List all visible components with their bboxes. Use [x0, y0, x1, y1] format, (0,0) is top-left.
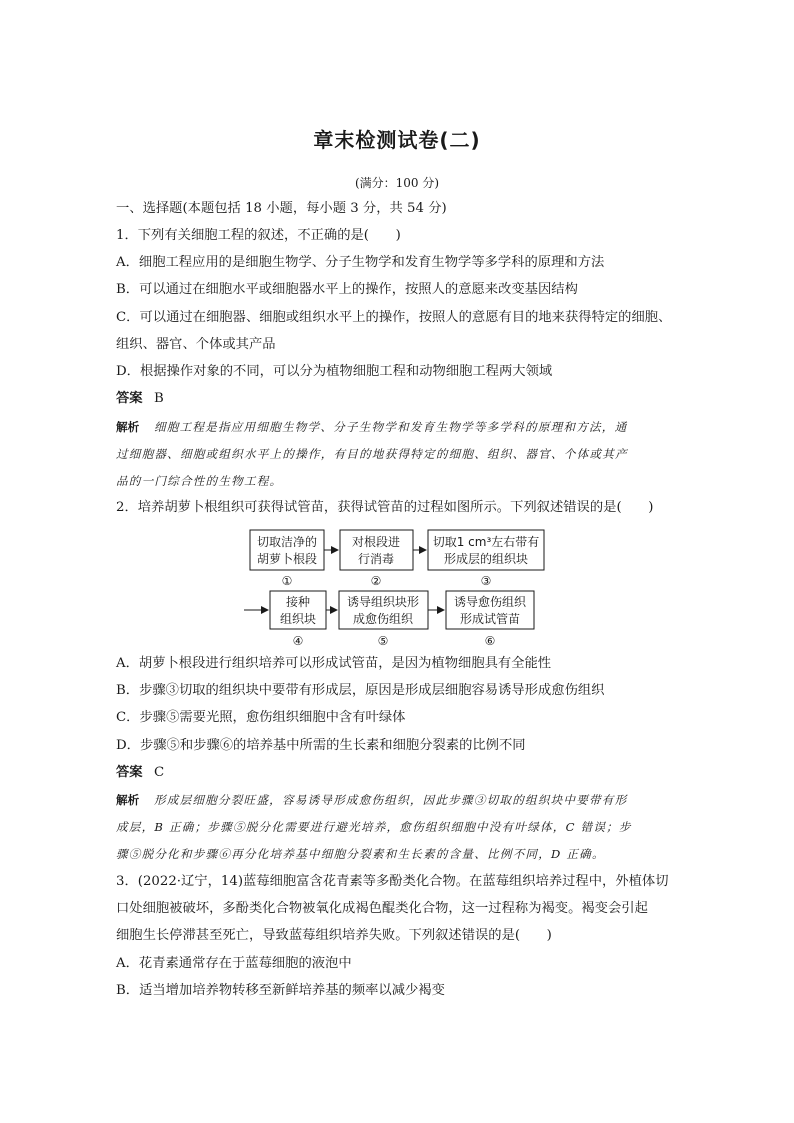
flow-box-2-line-1: 对根段进 — [351, 535, 401, 549]
q2-option-d: D．步骤⑤和步骤⑥的培养基中所需的生长素和细胞分裂素的比例不同 — [116, 738, 526, 753]
flow-box-3-line-1: 切取1 cm³左右带有 — [432, 535, 540, 549]
q1-option-c: C．可以通过在细胞器、细胞或组织水平上的操作，按照人的意愿有目的地来获得特定的细胞、 — [116, 310, 672, 325]
explain-label: 解析 — [116, 793, 140, 807]
q3-option-b: B．适当增加培养物转移至新鲜培养基的频率以减少褐变 — [116, 983, 445, 998]
flow-box-4-line-2: 组织块 — [279, 612, 317, 626]
q2-explanation-line-3: 骤⑤脱分化和步骤⑥再分化培养基中细胞分裂素和生长素的含量、比例不同，D 正确。 — [116, 847, 605, 861]
q1-option-b: B．可以通过在细胞水平或细胞器水平上的操作，按照人的意愿来改变基因结构 — [116, 282, 578, 297]
flow-box-1-line-2: 胡萝卜根段 — [256, 552, 318, 566]
step-label-4: ④ — [292, 634, 304, 648]
flow-box-5-line-2: 成愈伤组织 — [352, 612, 414, 626]
explain-label: 解析 — [116, 420, 140, 434]
q1-stem: 1．下列有关细胞工程的叙述，不正确的是( ) — [116, 228, 401, 243]
flow-box-4-line-1: 接种 — [285, 595, 311, 609]
flow-box-2-line-2: 行消毒 — [357, 552, 395, 566]
step-label-2: ② — [370, 574, 382, 588]
q2-explanation-line-2: 成层，B 正确；步骤⑤脱分化需要进行避光培养，愈伤组织细胞中没有叶绿体，C 错误；步 — [116, 820, 632, 834]
step-label-6: ⑥ — [484, 634, 496, 648]
flow-box-5-line-1: 诱导组织块形 — [346, 595, 420, 609]
q2-answer-row — [116, 764, 164, 782]
q1-option-d: D．根据操作对象的不同，可以分为植物细胞工程和动物细胞工程两大领域 — [116, 364, 553, 379]
q2-option-b: B．步骤③切取的组织块中要带有形成层，原因是形成层细胞容易诱导形成愈伤组织 — [116, 683, 605, 698]
page-title: 章末检测试卷(二) — [313, 128, 481, 152]
q1-explanation-line-1 — [116, 418, 627, 436]
q1-answer-value: B — [154, 391, 164, 406]
q1-explanation-line-2: 过细胞器、细胞或组织水平上的操作，有目的地获得特定的细胞、组织、器官、个体或其产 — [116, 447, 628, 461]
flow-box-6-line-2: 形成试管苗 — [459, 612, 521, 626]
answer-label: 答案 — [116, 765, 143, 780]
flow-box-6-line-1: 诱导愈伤组织 — [453, 595, 527, 609]
step-label-5: ⑤ — [377, 634, 389, 648]
q2-explanation-line-1 — [116, 791, 627, 809]
q2-option-a: A．胡萝卜根段进行组织培养可以形成试管苗，是因为植物细胞具有全能性 — [116, 656, 552, 671]
section-heading: 一、选择题(本题包括 18 小题，每小题 3 分，共 54 分) — [116, 201, 447, 216]
step-label-3: ③ — [480, 574, 492, 588]
q1-answer-row — [116, 390, 164, 408]
q1-option-c-continued: 组织、器官、个体或其产品 — [116, 337, 276, 352]
q3-option-a: A．花青素通常存在于蓝莓细胞的液泡中 — [116, 956, 352, 971]
q2-explanation-text-1: 形成层细胞分裂旺盛，容易诱导形成愈伤组织，因此步骤③切取的组织块中要带有形 — [154, 793, 628, 807]
q1-option-a: A．细胞工程应用的是细胞生物学、分子生物学和发育生物学等多学科的原理和方法 — [116, 255, 605, 270]
q3-stem-line-2: 口处细胞被破坏，多酚类化合物被氧化成褐色醌类化合物，这一过程称为褐变。褐变会引起 — [116, 901, 648, 916]
q2-option-c: C．步骤⑤需要光照，愈伤组织细胞中含有叶绿体 — [116, 710, 406, 725]
q3-stem-line-3: 细胞生长停滞甚至死亡，导致蓝莓组织培养失败。下列叙述错误的是( ) — [116, 928, 552, 943]
q1-explanation-text-1: 细胞工程是指应用细胞生物学、分子生物学和发育生物学等多学科的原理和方法，通 — [154, 420, 628, 434]
full-score-note: (满分：100 分) — [354, 176, 440, 190]
q2-stem: 2．培养胡萝卜根组织可获得试管苗，获得试管苗的过程如图所示。下列叙述错误的是( ) — [116, 500, 654, 515]
q2-flow-diagram — [0, 525, 794, 650]
q1-explanation-line-3: 品的一门综合性的生物工程。 — [116, 474, 283, 488]
q2-answer-value: C — [154, 765, 165, 780]
flow-box-3-line-2: 形成层的组织块 — [443, 552, 529, 566]
flow-box-1-line-1: 切取洁净的 — [256, 535, 318, 549]
q3-stem-line-1: 3．(2022·辽宁，14)蓝莓细胞富含花青素等多酚类化合物。在蓝莓组织培养过程中，外植体切 — [116, 874, 669, 889]
step-label-1: ① — [281, 574, 293, 588]
answer-label: 答案 — [116, 391, 143, 406]
